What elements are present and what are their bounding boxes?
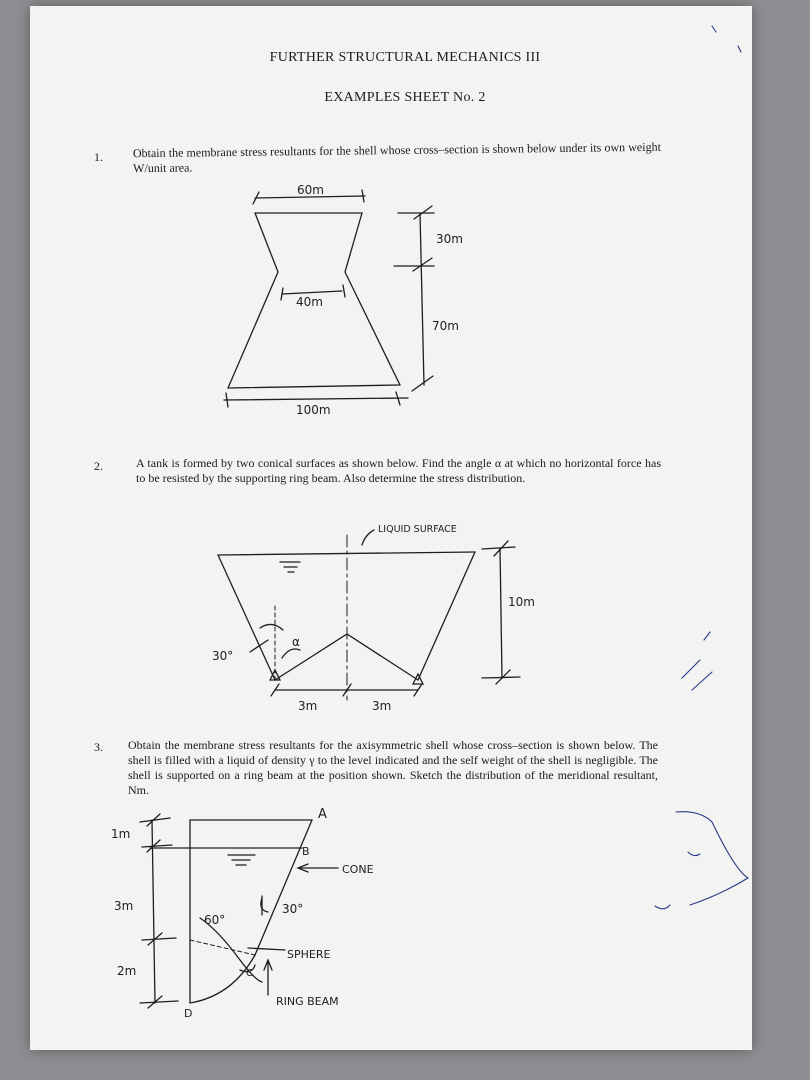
question-3-text: Obtain the membrane stress resultants for the axisymmetric shell whose cross–section is shown below. The shell is filled with a liquid of density γ to the level indicated and the self weight of the shell is negligible. The shell is supported on a ring beam at the position shown. Sketch the distribution of the meridional resultant, Nm.	[128, 738, 658, 797]
fig2-right-span-label: 3m	[372, 699, 392, 713]
figure-3-cone-sphere-shell	[140, 814, 338, 1008]
fig3-point-d: D	[184, 1007, 193, 1020]
figure-2-conical-tank	[218, 530, 520, 700]
fig2-liquid-surface-label: LIQUID SURFACE	[378, 524, 457, 535]
fig1-base-width-label: 100m	[296, 403, 331, 417]
fig3-point-c: C	[246, 968, 253, 979]
figure-1-hyperboloid-shell	[224, 190, 434, 407]
fig3-ring-beam-label: RING BEAM	[276, 995, 339, 1008]
fig3-sphere-angle-label: 60°	[204, 913, 226, 927]
fig2-left-span-label: 3m	[298, 699, 318, 713]
fig3-point-b: B	[302, 845, 310, 858]
fig3-dim-2m: 2m	[117, 964, 137, 978]
fig1-lower-height-label: 70m	[432, 319, 459, 333]
sheet-title: FURTHER STRUCTURAL MECHANICS III	[269, 50, 541, 65]
fig3-cone-label: CONE	[342, 863, 374, 876]
fig1-upper-height-label: 30m	[436, 232, 463, 246]
question-3-number: 3.	[94, 740, 103, 754]
fig3-sphere-label: SPHERE	[287, 948, 331, 961]
fig3-point-a: A	[318, 807, 327, 822]
question-2-text: A tank is formed by two conical surfaces as shown below. Find the angle α at which no horizontal force has to be resisted by the supporting ring beam. Also determine the stress distribution.	[136, 456, 661, 485]
fig1-waist-width-label: 40m	[296, 295, 323, 309]
question-1-number: 1.	[94, 150, 103, 164]
question-1-text: Obtain the membrane stress resultants for the shell whose cross–section is shown below under its own weight W/unit area.	[132, 139, 661, 176]
fig3-dim-3m: 3m	[114, 899, 134, 913]
question-2-number: 2.	[94, 459, 103, 473]
fig2-height-label: 10m	[508, 595, 535, 609]
fig3-cone-angle-label: 30°	[282, 902, 304, 916]
fig2-alpha-label: α	[292, 635, 300, 649]
fig2-cone-angle-label: 30°	[212, 649, 234, 663]
handwritten-scribbles	[655, 26, 748, 909]
sheet-subtitle: EXAMPLES SHEET No. 2	[324, 90, 486, 105]
fig3-dim-1m: 1m	[111, 827, 131, 841]
fig1-top-width-label: 60m	[297, 183, 324, 197]
